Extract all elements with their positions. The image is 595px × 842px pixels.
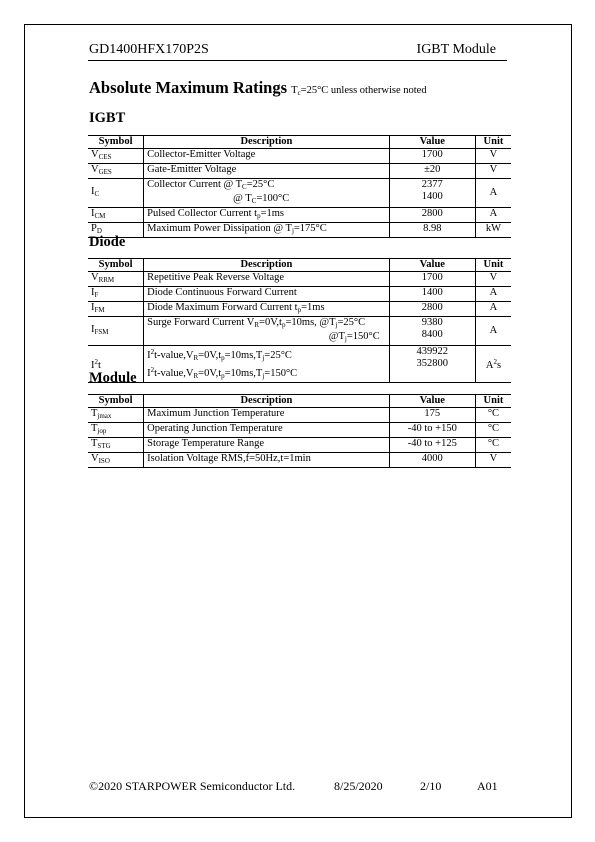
table-row: $T_{STG}$ Storage Temperature Range -40 to +125 °C xyxy=(88,438,511,453)
footer-page-number: 2/10 xyxy=(420,779,442,793)
table-row: $I_{CM}$ Pulsed Collector Current $t_p=1ms$ 2800 A xyxy=(88,208,511,223)
table-row: $I_F$ Diode Continuous Forward Current 1400 A xyxy=(88,287,511,302)
diode-table xyxy=(88,258,511,383)
footer-copyright: ©2020 STARPOWER Semiconductor Ltd. xyxy=(89,779,296,793)
title-condition: $T_c=25^\circ C$ unless otherwise noted xyxy=(291,85,427,97)
table-row: $I_{FSM}$ Surge Forward Current $V_R=0V,t_p=10ms$, $@T_j=25^\circ C$ $@T_j=150^\circ C$ 9380 8400 A xyxy=(88,317,511,346)
table-row: $V_{CES}$ Collector-Emitter Voltage 1700 V xyxy=(88,149,511,164)
document-type: IGBT Module xyxy=(416,42,496,57)
table-row: $I^2t$ $I^2t-value,V_R=0V,t_p=10ms,T_j=25^\circ C$ $I^2t-value,V_R=0V,t_p=10ms,T_j=150^\circ C$ 439922 352800 $A^2s$ xyxy=(88,346,511,383)
section-module-heading: Module xyxy=(89,370,137,386)
section-igbt-heading: IGBT xyxy=(89,110,126,126)
footer-revision: A01 xyxy=(477,779,498,793)
module-table xyxy=(88,394,511,468)
table-row: $I_C$ Collector Current @ $T_C=25^\circ C$ @ $T_C=100^\circ C$ 2377 1400 A xyxy=(88,179,511,208)
table-header-row: Symbol Description Value Unit xyxy=(88,259,511,272)
footer-date: 8/25/2020 xyxy=(334,779,383,793)
part-number: GD1400HFX170P2S xyxy=(89,42,209,57)
table-row: $V_{ISO}$ Isolation Voltage RMS,f=50Hz,t=1min 4000 V xyxy=(88,453,511,468)
table-row: $P_D$ Maximum Power Dissipation @ $T_j=175^\circ C$ 8.98 kW xyxy=(88,223,511,238)
header-rule xyxy=(88,60,507,61)
table-row: $T_{jmax}$ Maximum Junction Temperature 175 °C xyxy=(88,408,511,423)
table-row: $V_{RRM}$ Repetitive Peak Reverse Voltage 1700 V xyxy=(88,272,511,287)
table-row: $T_{jop}$ Operating Junction Temperature -40 to +150 °C xyxy=(88,423,511,438)
table-header-row: Symbol Description Value Unit xyxy=(88,136,511,149)
table-row: $I_{FM}$ Diode Maximum Forward Current $t_p=1ms$ 2800 A xyxy=(88,302,511,317)
section-diode-heading: Diode xyxy=(89,234,126,250)
table-header-row: Symbol Description Value Unit xyxy=(88,395,511,408)
table-row: $V_{GES}$ Gate-Emitter Voltage ±20 V xyxy=(88,164,511,179)
page-title: Absolute Maximum Ratings $T_c=25^\circ C$ unless otherwise noted xyxy=(89,78,427,97)
igbt-table xyxy=(88,135,511,238)
